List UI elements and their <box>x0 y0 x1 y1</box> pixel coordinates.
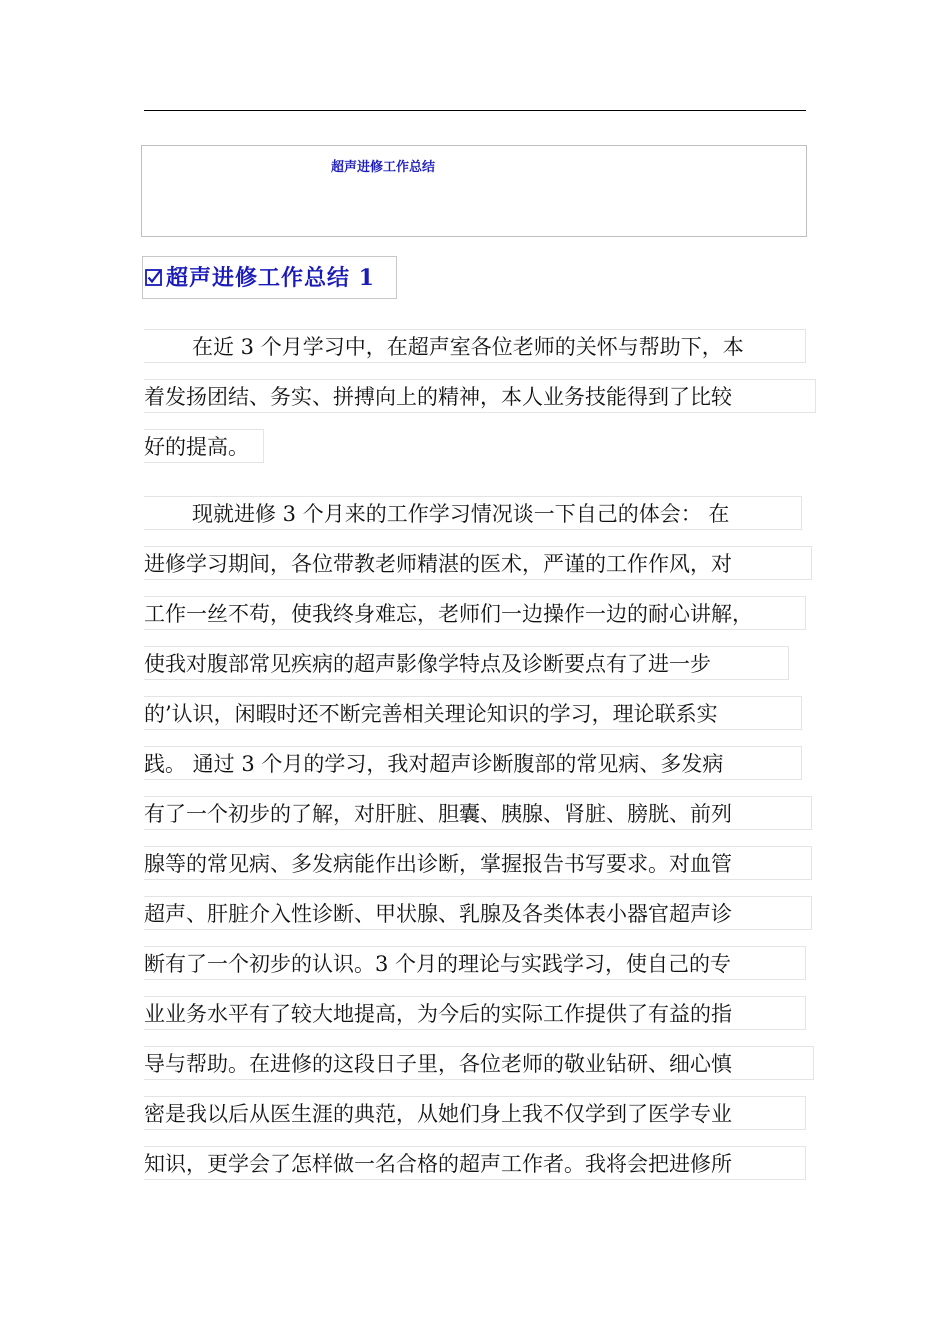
paragraph-line: 好的提高。 <box>144 429 264 463</box>
section-heading-text: 超声进修工作总结 1 <box>166 265 375 291</box>
paragraph-line: 超声、肝脏介入性诊断、甲状腺、乳腺及各类体表小器官超声诊 <box>144 896 812 930</box>
paragraph-line: 断有了一个初步的认识。3 个月的理论与实践学习，使自己的专 <box>144 946 806 980</box>
paragraph-line: 进修学习期间，各位带教老师精湛的医术，严谨的工作作风，对 <box>144 546 812 580</box>
document-title: 超声进修工作总结 <box>331 160 436 175</box>
paragraph-line: 在近 3 个月学习中，在超声室各位老师的关怀与帮助下，本 <box>144 329 806 363</box>
paragraph-line: 导与帮助。在进修的这段日子里，各位老师的敬业钻研、细心慎 <box>144 1046 814 1080</box>
paragraph-line: 密是我以后从医生涯的典范，从她们身上我不仅学到了医学专业 <box>144 1096 806 1130</box>
paragraph-line: 践。 通过 3 个月的学习，我对超声诊断腹部的常见病、多发病 <box>144 746 802 780</box>
paragraph-line: 知识，更学会了怎样做一名合格的超声工作者。我将会把进修所 <box>144 1146 806 1180</box>
paragraph-line: 业业务水平有了较大地提高，为今后的实际工作提供了有益的指 <box>144 996 806 1030</box>
paragraph-line: 有了一个初步的了解，对肝脏、胆囊、胰腺、肾脏、膀胱、前列 <box>144 796 812 830</box>
paragraph-line: 现就进修 3 个月来的工作学习情况谈一下自己的体会： 在 <box>144 496 802 530</box>
top-divider <box>144 110 806 111</box>
paragraph-line: 的’认识，闲暇时还不断完善相关理论知识的学习，理论联系实 <box>144 696 802 730</box>
paragraph-line: 使我对腹部常见疾病的超声影像学特点及诊断要点有了进一步 <box>144 646 789 680</box>
document-title-box <box>141 145 807 237</box>
paragraph-line: 腺等的常见病、多发病能作出诊断，掌握报告书写要求。对血管 <box>144 846 812 880</box>
section-heading <box>142 256 397 299</box>
checkbox-icon <box>145 269 162 286</box>
paragraph-line: 着发扬团结、务实、拼搏向上的精神，本人业务技能得到了比较 <box>144 379 816 413</box>
paragraph-line: 工作一丝不苟，使我终身难忘，老师们一边操作一边的耐心讲解， <box>144 596 806 630</box>
